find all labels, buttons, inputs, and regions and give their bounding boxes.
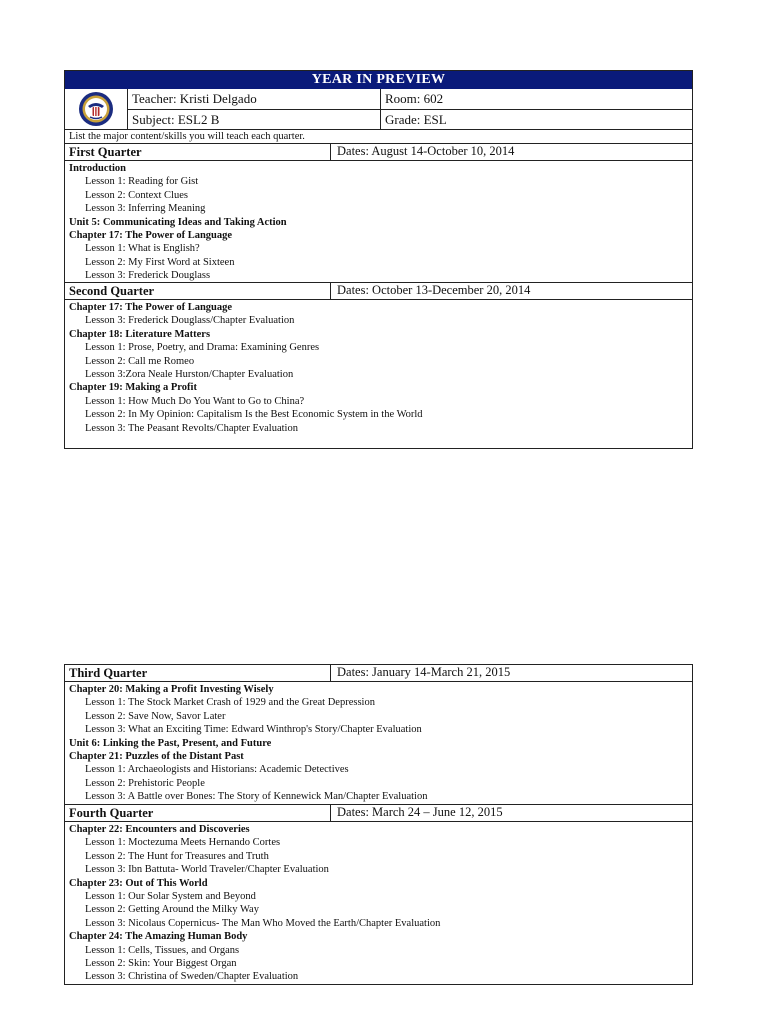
banner-title: YEAR IN PREVIEW — [65, 71, 692, 89]
instruction-text: List the major content/skills you will teach each quarter. — [65, 130, 692, 144]
section-heading: Chapter 22: Encounters and Discoveries — [69, 824, 250, 835]
lesson-item: Lesson 1: Archaeologists and Historians: Academic Detectives — [85, 764, 349, 776]
lesson-item: Lesson 2: Skin: Your Biggest Organ — [85, 958, 237, 970]
lesson-item: Lesson 3: The Peasant Revolts/Chapter Evaluation — [85, 422, 298, 434]
quarter-header-first — [65, 144, 692, 161]
lesson-item: Lesson 1: Prose, Poetry, and Drama: Examining Genres — [85, 342, 320, 354]
lesson-item: Lesson 3: Christina of Sweden/Chapter Evaluation — [85, 971, 299, 983]
lesson-item: Lesson 1: Our Solar System and Beyond — [85, 891, 256, 903]
lesson-item: Lesson 2: My First Word at Sixteen — [85, 256, 235, 268]
quarter-title: First Quarter — [65, 144, 331, 160]
subject: Subject: ESL2 B — [128, 110, 381, 130]
quarter-header-fourth — [65, 805, 692, 822]
lesson-item: Lesson 3: What an Exciting Time: Edward Winthrop's Story/Chapter Evaluation — [85, 724, 422, 736]
quarter-dates: Dates: October 13-December 20, 2014 — [337, 283, 531, 297]
year-preview-table-1 — [64, 70, 693, 449]
lesson-item: Lesson 2: Getting Around the Milky Way — [85, 904, 259, 916]
quarter-dates: Dates: August 14-October 10, 2014 — [337, 144, 515, 158]
lesson-item: Lesson 1: Reading for Gist — [85, 176, 199, 188]
section-heading: Unit 5: Communicating Ideas and Taking Action — [69, 216, 287, 228]
section-heading: Chapter 18: Literature Matters — [69, 328, 211, 340]
quarter-title: Fourth Quarter — [65, 805, 331, 821]
section-heading: Chapter 19: Making a Profit — [69, 382, 197, 394]
quarter-header-third — [65, 665, 692, 682]
quarter-title: Third Quarter — [65, 665, 331, 681]
lesson-item: Lesson 2: In My Opinion: Capitalism Is the Best Economic System in the World — [85, 409, 423, 421]
grade: Grade: ESL — [385, 111, 447, 127]
lesson-item: Lesson 3: Nicolaus Copernicus- The Man Who Moved the Earth/Chapter Evaluation — [85, 917, 441, 929]
teacher-name: Teacher: Kristi Delgado — [128, 89, 381, 109]
lesson-item: Lesson 3: Ibn Battuta- World Traveler/Chapter Evaluation — [85, 864, 329, 876]
lesson-item: Lesson 3: Frederick Douglass/Chapter Evaluation — [85, 315, 295, 327]
seal-icon — [78, 91, 114, 127]
school-seal-logo — [65, 89, 128, 129]
lesson-item: Lesson 2: Context Clues — [85, 189, 188, 201]
quarter-title: Second Quarter — [65, 283, 331, 299]
quarter-content-fourth — [65, 822, 692, 984]
room-number: Room: 602 — [385, 91, 444, 106]
section-heading: Unit 6: Linking the Past, Present, and Future — [69, 737, 272, 749]
quarter-dates: Dates: January 14-March 21, 2015 — [337, 665, 511, 679]
section-heading: Chapter 20: Making a Profit Investing Wisely — [69, 684, 274, 695]
lesson-item: Lesson 1: How Much Do You Want to Go to China? — [85, 395, 305, 407]
lesson-item: Lesson 2: The Hunt for Treasures and Truth — [85, 850, 269, 862]
year-preview-table-2 — [64, 664, 693, 985]
quarter-content-second — [65, 300, 692, 448]
lesson-item: Lesson 3:Zora Neale Hurston/Chapter Evaluation — [85, 369, 294, 381]
lesson-item: Lesson 1: What is English? — [85, 243, 200, 255]
lesson-item: Lesson 1: Cells, Tissues, and Organs — [85, 944, 240, 956]
lesson-item: Lesson 3: Inferring Meaning — [85, 203, 206, 215]
quarter-dates: Dates: March 24 – June 12, 2015 — [337, 805, 503, 819]
lesson-item: Lesson 2: Call me Romeo — [85, 355, 195, 367]
section-heading: Introduction — [69, 163, 126, 174]
quarter-header-second — [65, 283, 692, 300]
quarter-content-third — [65, 682, 692, 805]
section-heading: Chapter 24: The Amazing Human Body — [69, 931, 248, 943]
quarter-content-first — [65, 161, 692, 283]
section-heading: Chapter 21: Puzzles of the Distant Past — [69, 751, 244, 763]
section-heading: Chapter 17: The Power of Language — [69, 230, 233, 242]
section-heading: Chapter 23: Out of This World — [69, 877, 208, 889]
lesson-item: Lesson 2: Save Now, Savor Later — [85, 710, 226, 722]
lesson-item: Lesson 2: Prehistoric People — [85, 777, 205, 789]
section-heading: Chapter 17: The Power of Language — [69, 302, 233, 313]
teacher-info-grid — [65, 89, 692, 130]
lesson-item: Lesson 3: A Battle over Bones: The Story of Kennewick Man/Chapter Evaluation — [85, 791, 428, 803]
lesson-item: Lesson 1: Moctezuma Meets Hernando Cortes — [85, 837, 281, 849]
lesson-item: Lesson 3: Frederick Douglass — [85, 270, 211, 282]
lesson-item: Lesson 1: The Stock Market Crash of 1929 and the Great Depression — [85, 697, 375, 709]
